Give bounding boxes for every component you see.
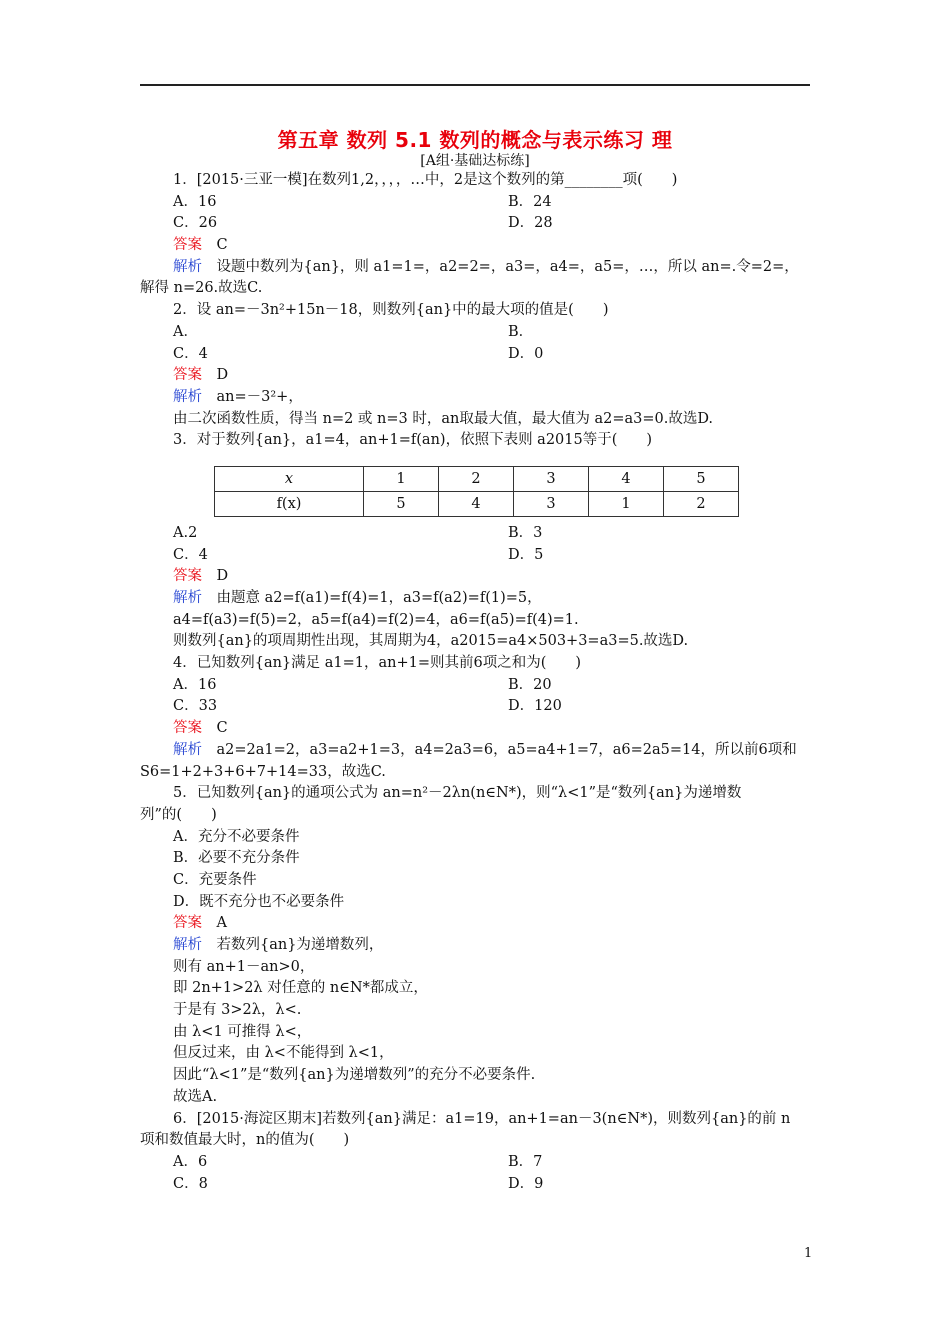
explanation-text: an=－3²+，: [216, 388, 303, 405]
table-cell: 3: [514, 466, 589, 491]
question-5: 5．已知数列{an}的通项公式为 an=n²－2λn(n∈N*)，则“λ<1”是“数列{an}为递增数: [173, 785, 742, 802]
option-a: A．16: [173, 676, 217, 693]
answer-label: 答案: [173, 568, 202, 585]
option-d: D．既不充分也不必要条件: [173, 893, 345, 910]
explanation-text: a2=2a1=2，a3=a2+1=3，a4=2a3=6，a5=a4+1=7，a6=2a5=14，所以前6项和: [216, 741, 797, 758]
table-cell: 3: [514, 491, 589, 516]
explanation-label: 解析: [173, 937, 202, 953]
explanation-text: S6=1+2+3+6+7+14=33，故选C.: [140, 763, 386, 780]
question-2: 2．设 an=－3n²+15n－18，则数列{an}中的最大项的值是( ): [173, 302, 609, 319]
explanation-line: [140, 935, 812, 957]
explanation-text: 故选A.: [173, 1088, 218, 1105]
option-d: D．9: [508, 1175, 544, 1192]
question-4: 4．已知数列{an}满足 a1=1，an+1=则其前6项之和为( ): [173, 655, 582, 672]
question-6-continued: 项和数值最大时，n的值为( ): [140, 1132, 350, 1149]
table-cell: 5: [364, 491, 439, 516]
table-cell: 1: [589, 491, 664, 516]
option-a: A．16: [173, 193, 217, 210]
answer-value: D: [216, 367, 229, 384]
question-6: 6．[2015·海淀区期末]若数列{an}满足：a1=19，an+1=an－3(n∈N*)，则数列{an}的前 n: [173, 1110, 791, 1127]
options-row: [140, 344, 812, 366]
explanation-text: a4=f(a3)=f(5)=2，a5=f(a4)=f(2)=4，a6=f(a5)=f(4)=1.: [173, 611, 579, 628]
option-c: C．4: [173, 546, 208, 563]
option-a: A．充分不必要条件: [173, 828, 300, 845]
answer-value: C: [216, 720, 228, 737]
explanation-line: [140, 740, 812, 762]
option-a: A．: [173, 323, 198, 340]
explanation-text: 若数列{an}为递增数列，: [216, 937, 384, 953]
table-row: [215, 491, 739, 516]
section-subtitle: [A组·基础达标练]: [420, 153, 530, 169]
explanation-text: 解得 n=26.故选C.: [140, 280, 263, 297]
option-d: D．28: [508, 215, 553, 232]
options-row: [140, 1152, 812, 1174]
page-title: 第五章 数列 5.1 数列的概念与表示练习 理: [277, 128, 673, 152]
answer-line: [140, 566, 812, 588]
option-b: B．24: [508, 193, 552, 210]
table-cell: 2: [439, 466, 514, 491]
page-number: 1: [804, 1246, 813, 1261]
explanation-line: [140, 588, 812, 610]
option-a: A.2: [173, 524, 198, 541]
option-b: B．必要不充分条件: [173, 850, 300, 867]
explanation-label: 解析: [173, 388, 202, 405]
option-d: D．0: [508, 345, 544, 362]
options-row: [140, 696, 812, 718]
option-a: A．6: [173, 1153, 208, 1170]
option-c: C．4: [173, 345, 208, 362]
option-b: B．7: [508, 1153, 543, 1170]
explanation-label: 解析: [173, 590, 202, 606]
explanation-text: 由 λ<1 可推得 λ<，: [173, 1023, 312, 1040]
answer-label: 答案: [173, 367, 202, 384]
explanation-text: 则有 an+1－an>0，: [173, 958, 315, 975]
options-row: [140, 675, 812, 697]
table-cell: 5: [664, 466, 739, 491]
answer-line: [140, 365, 812, 387]
options-row: [140, 192, 812, 214]
explanation-line: [140, 387, 812, 409]
option-c: C．充要条件: [173, 871, 257, 888]
options-row: [140, 1174, 812, 1196]
answer-line: [140, 718, 812, 740]
options-row: [140, 213, 812, 235]
answer-value: D: [216, 568, 229, 585]
explanation-text: 由题意 a2=f(a1)=f(4)=1，a3=f(a2)=f(1)=5，: [216, 590, 542, 606]
question-5-continued: 列”的( ): [140, 806, 217, 823]
explanation-text: 于是有 3>2λ，λ<.: [173, 1002, 302, 1019]
document-body: [140, 170, 812, 1195]
answer-value: C: [216, 237, 228, 254]
table-cell: x: [215, 466, 364, 491]
question-3: 3．对于数列{an}，a1=4，an+1=f(an)，依照下表则 a2015等于( ): [173, 432, 653, 449]
header-rule: [140, 84, 810, 86]
option-b: B．20: [508, 676, 552, 693]
option-c: C．8: [173, 1175, 208, 1192]
table-cell: 1: [364, 466, 439, 491]
answer-line: [140, 235, 812, 257]
option-b: B．: [508, 323, 534, 340]
table-row: [215, 466, 739, 491]
question-1: 1．[2015·三亚一模]在数列1,2，，，，…中，2是这个数列的第________项( ): [173, 172, 678, 188]
option-c: C．33: [173, 698, 218, 715]
table-cell: 4: [439, 491, 514, 516]
explanation-text: 即 2n+1>2λ 对任意的 n∈N*都成立，: [173, 980, 428, 997]
explanation-text: 但反过来，由 λ<不能得到 λ<1，: [173, 1045, 394, 1062]
table-cell: f(x): [215, 491, 364, 516]
options-row: [140, 545, 812, 567]
options-row: [140, 523, 812, 545]
option-d: D．5: [508, 546, 544, 563]
option-b: B．3: [508, 524, 543, 541]
explanation-text: 由二次函数性质，得当 n=2 或 n=3 时，an取最大值，最大值为 a2=a3=0.故选D.: [173, 410, 714, 427]
explanation-label: 解析: [173, 258, 202, 275]
answer-label: 答案: [173, 915, 202, 932]
explanation-text: 设题中数列为{an}，则 a1=1=，a2=2=，a3=，a4=，a5=，…，所以 an=.令=2=，: [216, 258, 799, 275]
option-d: D．120: [508, 698, 562, 715]
explanation-line: [140, 257, 812, 279]
option-c: C．26: [173, 215, 218, 232]
options-row: [140, 322, 812, 344]
answer-value: A: [216, 915, 227, 932]
answer-label: 答案: [173, 720, 202, 737]
explanation-text: 则数列{an}的项周期性出现，其周期为4，a2015=a4×503+3=a3=5.故选D.: [173, 633, 689, 650]
explanation-text: 因此“λ<1”是“数列{an}为递增数列”的充分不必要条件.: [173, 1067, 536, 1084]
answer-line: [140, 913, 812, 935]
table-cell: 4: [589, 466, 664, 491]
table-cell: 2: [664, 491, 739, 516]
explanation-label: 解析: [173, 741, 202, 758]
function-table: [214, 466, 739, 517]
answer-label: 答案: [173, 237, 202, 254]
